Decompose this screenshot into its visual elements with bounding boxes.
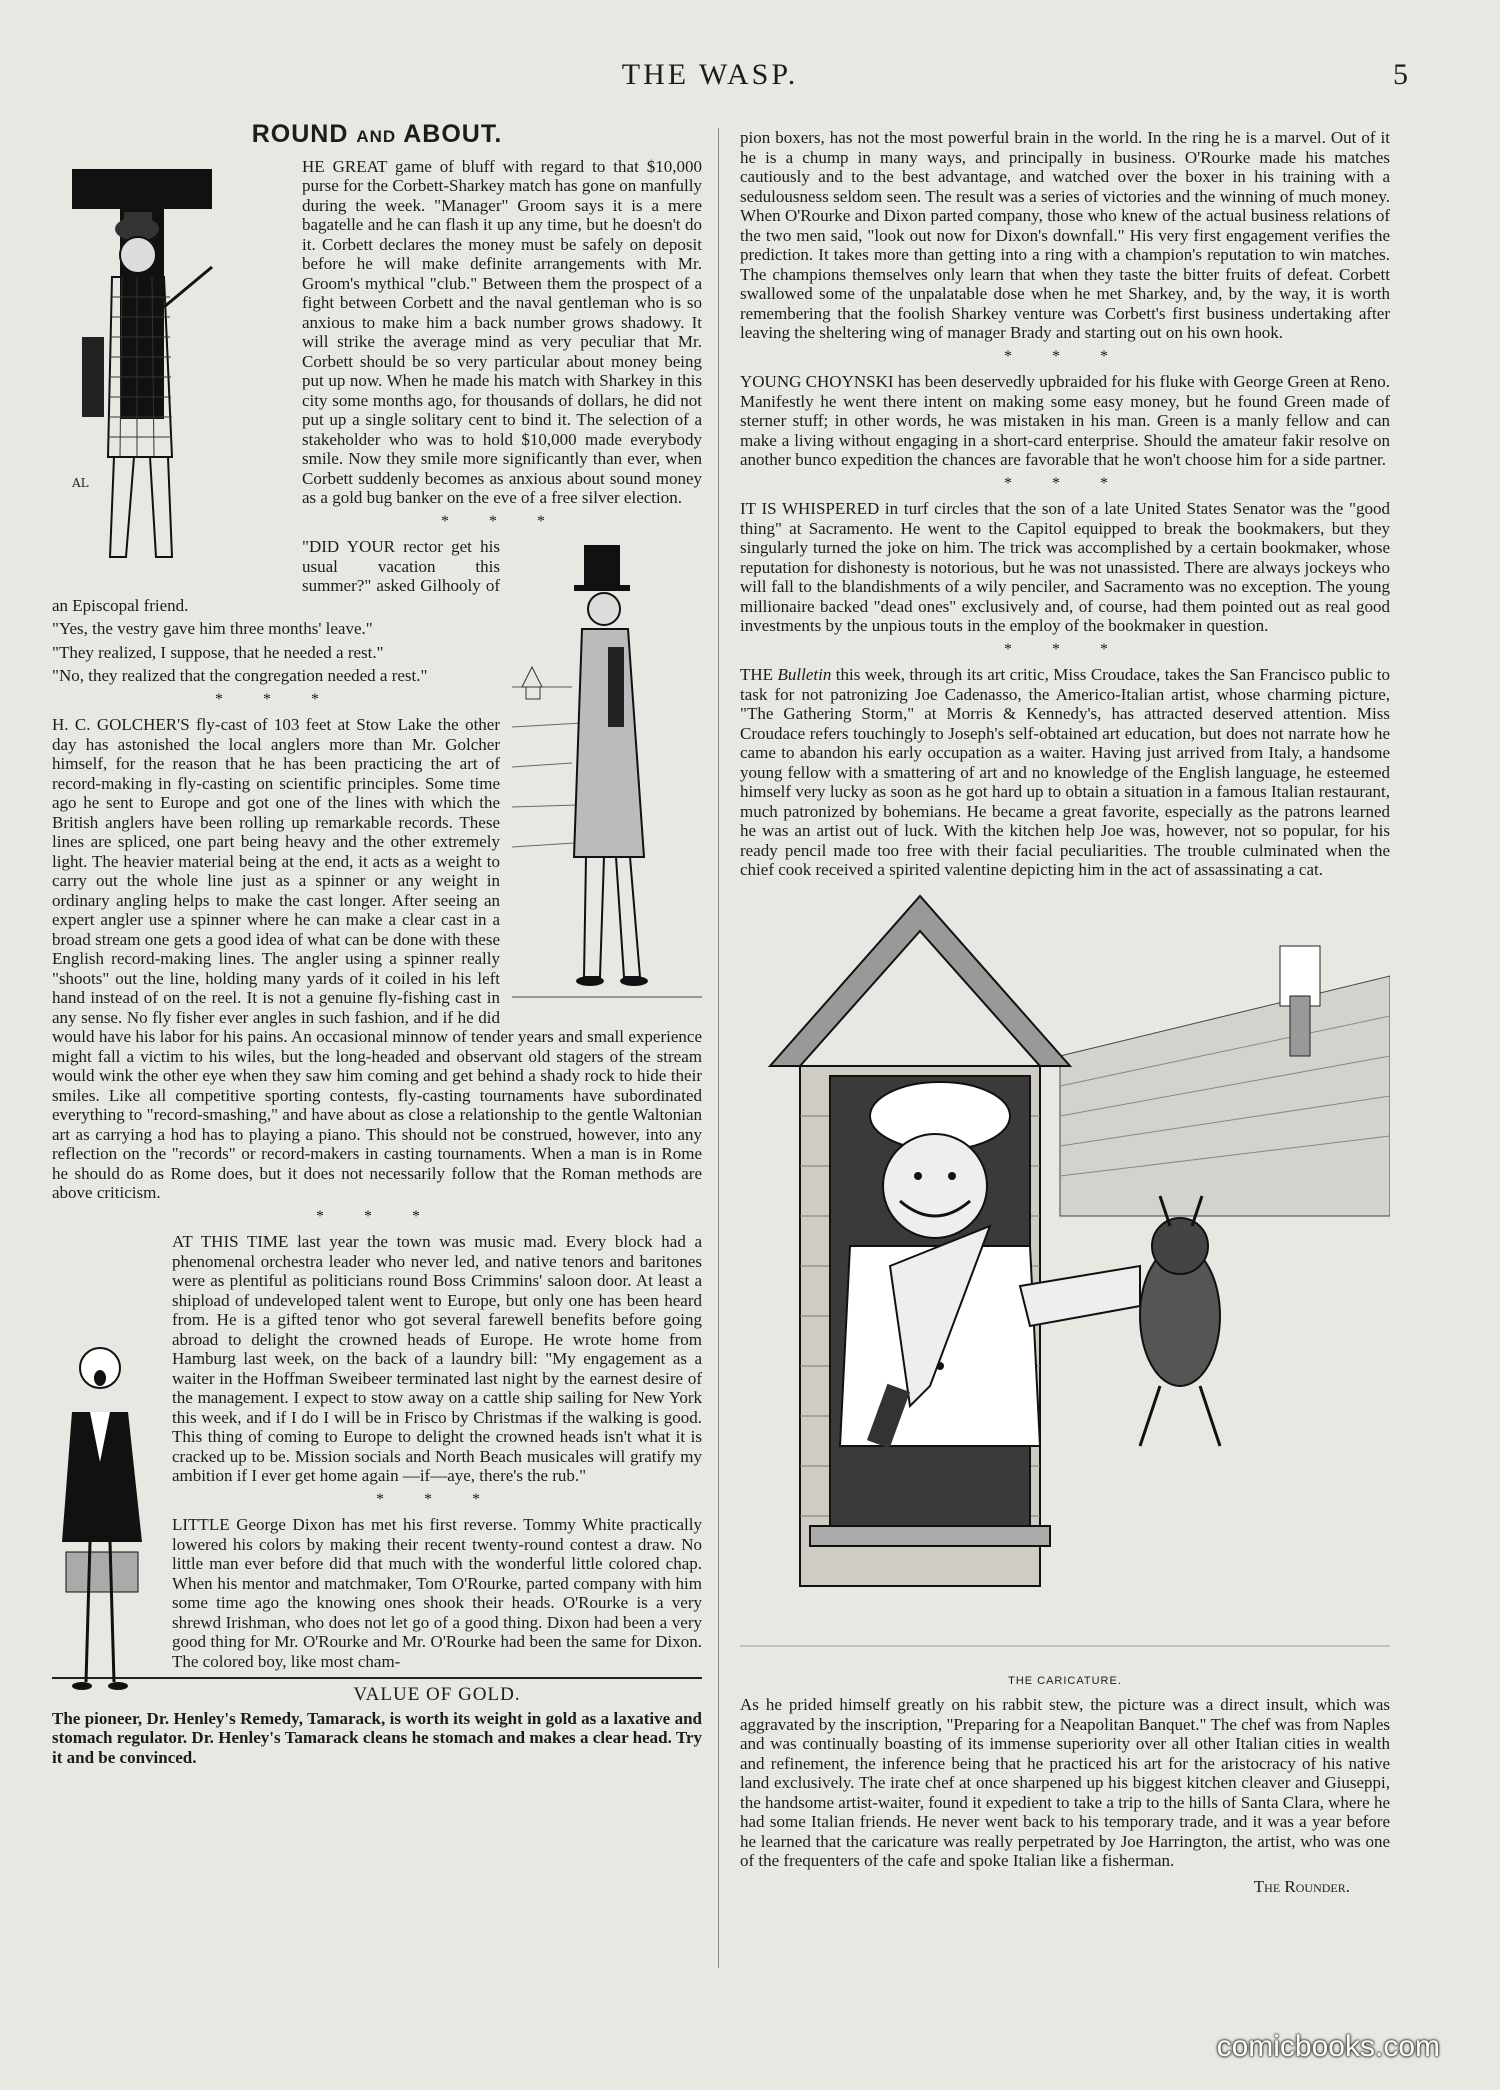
- site-watermark: comicbooks.com: [1216, 2030, 1440, 2063]
- section-separator: * * *: [316, 1207, 438, 1225]
- paragraph-rector-reply-3: "No, they realized that the congregation needed a rest.": [52, 666, 428, 685]
- svg-text:AL: AL: [72, 475, 89, 490]
- page-number: 5: [1393, 58, 1408, 91]
- paragraph-choynski: YOUNG CHOYNSKI has been deservedly upbraided for his fluke with George Green at Reno. Manifestly he went there intent on making some easy money, but he found Green made of sterner stuff; in other words, he was mistaken in his man. Green is a manly fellow and can make a living without engaging in a short-card enterprise. Should the amateur fakir resolve on another bunco expedition the chances are favorable that he won't choose him for a side partner.: [740, 372, 1390, 469]
- masthead-title: THE WASP.: [621, 58, 799, 91]
- tenor-illustration: [52, 1342, 162, 1702]
- paragraph-dixon-continued: pion boxers, has not the most powerful brain in the world. In the ring he is a marvel. Out of it he is a chump in many ways, and principally in business. O'Rourke made his matches cautiously and to the best advantage, and watched over the boxer in his training with a sedulousness seldom seen. The result was a series of victories and the winning of much money. When O'Rourke and Dixon parted company, those who knew of the actual business relations of the two men said, "look out now for Dixon's downfall." His very first engagement verifies the prediction. It takes more than getting into a ring with a champion's reputation to win matches. The champions themselves only learn that when they taste the bitter fruits of defeat. Corbett swallowed some of the unpalatable dose when he met Sharkey, and, by the way, it is worth remembering that the foolish Sharkey venture was Corbett's first business undertaking after leaving the sheltering wing of manager Brady and starting out on his own hook.: [740, 128, 1390, 342]
- title-word-and: AND: [356, 127, 397, 146]
- section-title: [52, 120, 702, 148]
- paragraph-rector-question: "DID YOUR rector get his usual vacation this summer?" asked Gilhooly of an Episcopal friend.: [52, 537, 500, 615]
- caricature-illustration: [740, 886, 1390, 1666]
- paragraph-george-dixon: LITTLE George Dixon has met his first reverse. Tommy White practically lowered his colors by making their recent twenty-round contest a draw. No little man ever before did that much with the wonderful little colored chap. When his mentor and matchmaker, Tom O'Rourke, parted company with him some time ago the knowing ones shook their heads. O'Rourke is a very shrewd Irishman, who does not let go of a good thing. Dixon had been a very good thing for Mr. O'Rourke and Mr. O'Rourke had been the same for Dixon. The colored boy, like most cham-: [172, 1515, 702, 1671]
- right-column: [740, 128, 1390, 1896]
- section-separator: * * *: [1004, 474, 1126, 492]
- paragraph-golcher-fly-cast: H. C. GOLCHER'S fly-cast of 103 feet at Stow Lake the other day has astonished the local anglers more than Mr. Golcher himself, for the reason that he has been practicing the art of record-making in fly-casting on scientific principles. Some time ago he sent to Europe and got one of the lines with which the British anglers have been rolling up remarkable records. These lines are spliced, one part being heavy and the other extremely light. The heavier material being at the end, it acts as a weight to carry out the whole line just as a spinner or any weight in ordinary angling helps to make the cast longer. After seeing an expert angler use a spinner where he can make a clear cast in a broad stream one gets a good idea of what can be done with these English record-making lines. The angler using a spinner really "shoots" out the line, holding many yards of it coiled in his left hand instead of on the reel. It is not a genuine fly-fishing cast in any sense. No fly fisher ever angles in such fashion, and if he did would have his labor for his pains. An occasional minnow of tender years and small experience might fall a victim to his wiles, but the long-headed and observant old stagers of the stream would wink the other eye when they saw him coming and get behind a shady rock to hide their smiles. Like all competitive sporting contests, fly-casting tournaments have subordinated everything to "record-smashing," and have about as close a relationship to the gentle Waltonian art as carrying a hod has to playing a piano. This should not be construed, however, into any reflection on the "records" or record-makers in casting tournaments. When a man is in Rome he should do as Rome does, but it does not necessarily follow that the Roman methods are above criticism.: [52, 715, 702, 1202]
- bulletin-body: this week, through its art critic, Miss Croudace, takes the San Francisco public to task for not patronizing Joe Cadenasso, the Americo-Italian artist, whose charming picture, "The Gathering Storm," at Morris & Kennedy's, has attracted deserved attention. Miss Croudace refers touchingly to Joseph's self-obtained art education, but does not narrate how he came to abandon his early occupation as a waiter. Having just arrived from Italy, a handsome young fellow with a smattering of art and no knowledge of the English language, he esteemed himself very lucky as soon as he got hard up to obtain a situation in a famous Italian restaurant, much patronized by bohemians. He became a great favorite, especially as the patrons learned he was an artist out of luck. With the kitchen help Joe was, however, not so popular, for his ready pencil made too free with their facial peculiarities. The trouble culminated when the chief cook received a spirited valentine depicting him in the act of assassinating a cat.: [740, 665, 1391, 879]
- ad-title: VALUE OF GOLD.: [353, 1684, 521, 1705]
- paragraph-bulletin-critic: [740, 665, 1390, 880]
- paragraph-music-mad-town: AT THIS TIME last year the town was music mad. Every block had a phenomenal orchestra leader who never led, and native tenors and baritones were as plentiful as politicians round Boss Crimmins' saloon door. At least a shipload of undeveloped talent went to Europe, but only one has been heard from. He is a gifted tenor who got several farewell benefits before going abroad to delight the crowned heads of Europe. He wrote home from Hamburg last week, on the back of a laundry bill: "My engagement as a waiter in the Hoffman Sweibeer terminated last night by the earnest desire of the management. I expect to stow away on a cattle ship sailing for New York this week, and if I do I will be in Frisco by Christmas if the walking is good. This thing of coming to Europe to delight the crowned heads isn't what it is cracked up to be. Mission socials and North Beach musicales will gratify my ambition if I ever get home again —if—aye, there's the rub.": [172, 1232, 702, 1485]
- column-divider: [718, 128, 719, 1968]
- illustration-caption: THE CARICATURE.: [1008, 1674, 1122, 1687]
- section-separator: * * *: [215, 690, 337, 708]
- clergyman-illustration: [512, 537, 702, 1007]
- title-word-about: ABOUT.: [403, 120, 503, 148]
- ad-body: The pioneer, Dr. Henley's Remedy, Tamarack, is worth its weight in gold as a laxative and stomach regulator. Dr. Henley's Tamarack cleans he stomach and makes a clear head. Try it and be convinced.: [52, 1708, 702, 1767]
- section-separator: * * *: [376, 1490, 498, 1508]
- paragraph-corbett-sharkey: HE GREAT game of bluff with regard to that $10,000 purse for the Corbett-Sharkey match has gone on manfully during the week. "Manager" Groom says it is a mere bagatelle and he can flash it up any time, but he doesn't do it. Corbett declares the money must be safely on deposit before he will make definite arrangements with Mr. Groom's mythical "club." Between them the prospect of a fight between Corbett and the naval gentleman who is so anxious to make him a back number grows shadowy. It will strike the average mind as very peculiar that Mr. Corbett should be so very particular about money being put up now. When he made his match with Sharkey in this city some months ago, for thousands of dollars, he did not put up a single solitary cent to bind it. The selection of a stakeholder who was to hold $10,000 made everybody smile. Now they smile more significantly than ever, when Corbett suddenly becomes as anxious about sound money as a gold bug banker on the eve of a free silver election.: [302, 156, 702, 507]
- left-column: [52, 120, 702, 1767]
- byline-signature: The Rounder.: [1253, 1876, 1350, 1896]
- section-separator: * * *: [1004, 347, 1126, 365]
- title-word-round: ROUND: [251, 120, 349, 148]
- bulletin-lead: THE: [740, 665, 778, 684]
- paragraph-rabbit-stew: As he prided himself greatly on his rabbit stew, the picture was a direct insult, which was aggravated by the inscription, "Preparing for a Neapolitan Banquet." The chef was from Naples and was continually boasting of its immense superiority over all other Italian cities in wealth and refinement, the inference being that he practiced his art for the aristocracy of his native land exclusively. The irate chef at once sharpened up his biggest kitchen cleaver and Giuseppi, the handsome artist-waiter, found it expedient to take a trip to the hills of Santa Clara, where he had some Italian friends. He never went back to his temporary trade, and it was a year before he learned that the caricature was really perpetrated by Joe Harrington, the artist, who was one of the frequenters of the cafe and spoke Italian like a fisherman.: [740, 1695, 1390, 1870]
- section-separator: * * *: [1004, 640, 1126, 658]
- paragraph-rector-reply-1: "Yes, the vestry gave him three months' leave.": [52, 619, 373, 638]
- bulletin-title: Bulletin: [777, 665, 832, 684]
- dropcap-t-illustration: [52, 157, 292, 587]
- paragraph-rector-reply-2: "They realized, I suppose, that he needed a rest.": [52, 642, 384, 662]
- section-separator: * * *: [441, 512, 563, 530]
- paragraph-turf-whisper: IT IS WHISPERED in turf circles that the son of a late United States Senator was the "good thing" at Sacramento. He went to the Capitol equipped to break the bookmakers, but they singularly turned the joke on him. The trick was accomplished by a certain bookmaker, whose reputation for dishonesty is notorious, but he was not unassisted. There are always jockeys who will fall to the blandishments of a wily penciler, and Sacramento was no exception. The young millionaire backed "dead ones" exclusively and, of course, had them pointed out as real good investments by the unpious touts in the employ of the bookmaker in question.: [740, 499, 1390, 635]
